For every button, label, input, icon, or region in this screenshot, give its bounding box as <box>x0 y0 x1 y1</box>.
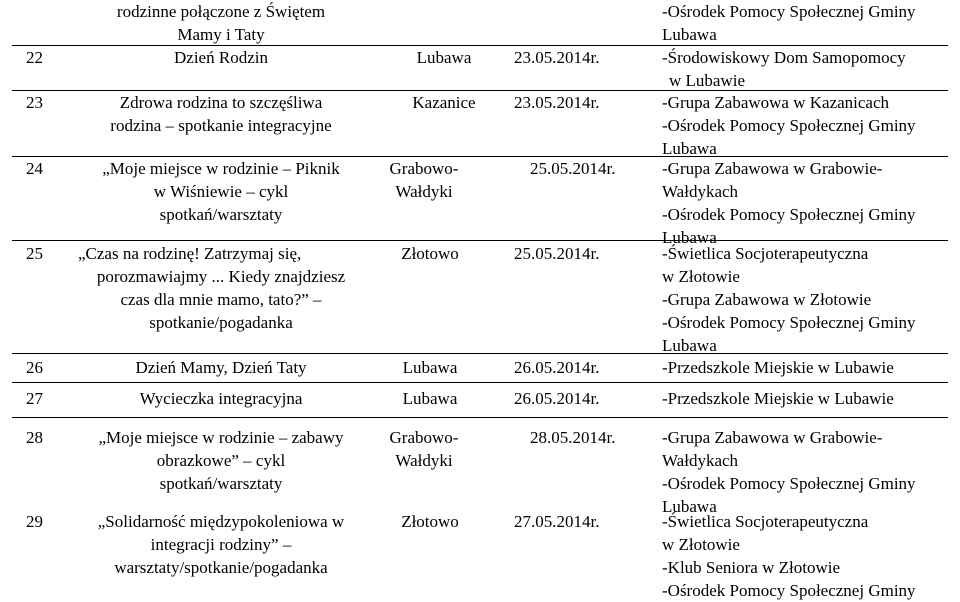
place-cell <box>362 157 486 203</box>
organizer-line: -Przedszkole Miejskie w Lubawie <box>662 389 894 408</box>
row-number: 25 <box>26 244 43 263</box>
organizer-line: -Grupa Zabawowa w Kazanicach <box>662 93 890 112</box>
row-number: 23 <box>26 93 43 112</box>
organizer-line: -Świetlica Socjoterapeutyczna <box>662 512 869 531</box>
place-line: Lubawa <box>416 48 472 67</box>
event-line: spotkań/warsztaty <box>159 474 283 493</box>
organizer-line: -Środowiskowy Dom Samopomocy <box>662 48 906 67</box>
organizer-line: w Złotowie <box>662 535 740 554</box>
organizer-cell <box>662 157 916 249</box>
place-cell <box>368 356 492 379</box>
organizer-line: Lubawa <box>662 497 717 516</box>
organizer-line: -Ośrodek Pomocy Społecznej Gminy <box>662 313 916 332</box>
place-cell <box>362 426 486 472</box>
date-cell: 28.05.2014r. <box>530 428 616 447</box>
organizer-line: -Przedszkole Miejskie w Lubawie <box>662 358 894 377</box>
organizer-line: Lubawa <box>662 25 717 44</box>
event-line: obrazkowe” – cykl <box>156 451 286 470</box>
place-line: Wałdyki <box>395 451 453 470</box>
organizer-line: Lubawa <box>662 336 717 355</box>
date-cell: 23.05.2014r. <box>514 48 600 67</box>
event-line: porozmawiajmy ... Kiedy znajdziesz <box>96 267 346 286</box>
event-line: Mamy i Taty <box>177 25 265 44</box>
event-line: warsztaty/spotkanie/pogadanka <box>114 558 328 577</box>
row-number: 28 <box>26 428 43 447</box>
date-cell: 23.05.2014r. <box>514 93 600 112</box>
organizer-cell <box>662 91 916 160</box>
organizer-line: -Świetlica Socjoterapeutyczna <box>662 244 869 263</box>
event-line: Dzień Rodzin <box>174 48 268 67</box>
event-line: rodzina – spotkanie integracyjne <box>110 116 332 135</box>
organizer-line: w Złotowie <box>662 267 740 286</box>
event-line: czas dla mnie mamo, tato?” – <box>120 290 322 309</box>
event-cell <box>60 387 382 410</box>
row-divider <box>12 382 948 383</box>
event-line: „Czas na rodzinę! Zatrzymaj się, <box>78 244 302 263</box>
event-line: „Moje miejsce w rodzinie – Piknik <box>102 159 340 178</box>
place-cell <box>368 510 492 533</box>
organizer-line: Lubawa <box>662 139 717 158</box>
row-number: 27 <box>26 389 43 408</box>
place-line: Kazanice <box>412 93 476 112</box>
place-line: Wałdyki <box>395 182 453 201</box>
row-number: 26 <box>26 358 43 377</box>
organizer-line: -Grupa Zabawowa w Grabowie- <box>662 159 883 178</box>
event-line: rodzinne połączone z Świętem <box>116 2 326 21</box>
row-number: 29 <box>26 512 43 531</box>
organizer-cell <box>662 0 916 46</box>
date-cell: 26.05.2014r. <box>514 389 600 408</box>
organizer-line: -Grupa Zabawowa w Grabowie- <box>662 428 883 447</box>
event-cell <box>60 0 382 46</box>
event-cell <box>60 242 382 334</box>
row-number: 24 <box>26 159 43 178</box>
event-line: Zdrowa rodzina to szczęśliwa <box>119 93 323 112</box>
organizer-line: -Ośrodek Pomocy Społecznej Gminy <box>662 116 916 135</box>
organizer-line: Wałdykach <box>662 451 739 470</box>
event-line: integracji rodziny” – <box>150 535 292 554</box>
event-line: w Wiśniewie – cykl <box>153 182 289 201</box>
organizer-line: -Ośrodek Pomocy Społecznej Gminy <box>662 2 916 21</box>
organizer-line: -Ośrodek Pomocy Społecznej Gminy <box>662 474 916 493</box>
place-line: Grabowo- <box>389 428 459 447</box>
organizer-line: -Ośrodek Pomocy Społecznej Gminy <box>662 205 916 224</box>
event-line: Wycieczka integracyjna <box>139 389 303 408</box>
event-line: „Solidarność międzypokoleniowa w <box>97 512 345 531</box>
organizer-cell <box>662 356 894 379</box>
place-cell <box>382 46 506 69</box>
place-cell <box>382 91 506 114</box>
event-cell <box>60 91 382 137</box>
place-line: Złotowo <box>401 512 459 531</box>
event-cell <box>60 510 382 579</box>
place-cell <box>368 242 492 265</box>
event-cell <box>60 157 382 226</box>
place-line: Złotowo <box>401 244 459 263</box>
place-line: Lubawa <box>402 358 458 377</box>
date-cell: 27.05.2014r. <box>514 512 600 531</box>
organizer-cell <box>662 387 894 410</box>
row-divider <box>12 417 948 418</box>
date-cell: 25.05.2014r. <box>514 244 600 263</box>
event-cell <box>60 46 382 69</box>
organizer-line: Lubawa <box>662 228 717 247</box>
place-cell <box>368 387 492 410</box>
event-cell <box>60 426 382 495</box>
event-line: spotkanie/pogadanka <box>149 313 293 332</box>
place-line: Lubawa <box>402 389 458 408</box>
organizer-line: -Ośrodek Pomocy Społecznej Gminy <box>662 581 916 600</box>
organizer-cell <box>662 46 906 92</box>
organizer-line: -Grupa Zabawowa w Złotowie <box>662 290 872 309</box>
place-line: Grabowo- <box>389 159 459 178</box>
organizer-cell <box>662 242 916 357</box>
date-cell: 25.05.2014r. <box>530 159 616 178</box>
organizer-cell <box>662 510 916 602</box>
event-line: „Moje miejsce w rodzinie – zabawy <box>98 428 344 447</box>
event-cell <box>60 356 382 379</box>
organizer-line: Wałdykach <box>662 182 739 201</box>
organizer-cell <box>662 426 916 518</box>
organizer-line: w Lubawie <box>669 71 746 90</box>
event-line: spotkań/warsztaty <box>159 205 283 224</box>
event-line: Dzień Mamy, Dzień Taty <box>135 358 307 377</box>
date-cell: 26.05.2014r. <box>514 358 600 377</box>
row-number: 22 <box>26 48 43 67</box>
organizer-line: -Klub Seniora w Złotowie <box>662 558 840 577</box>
